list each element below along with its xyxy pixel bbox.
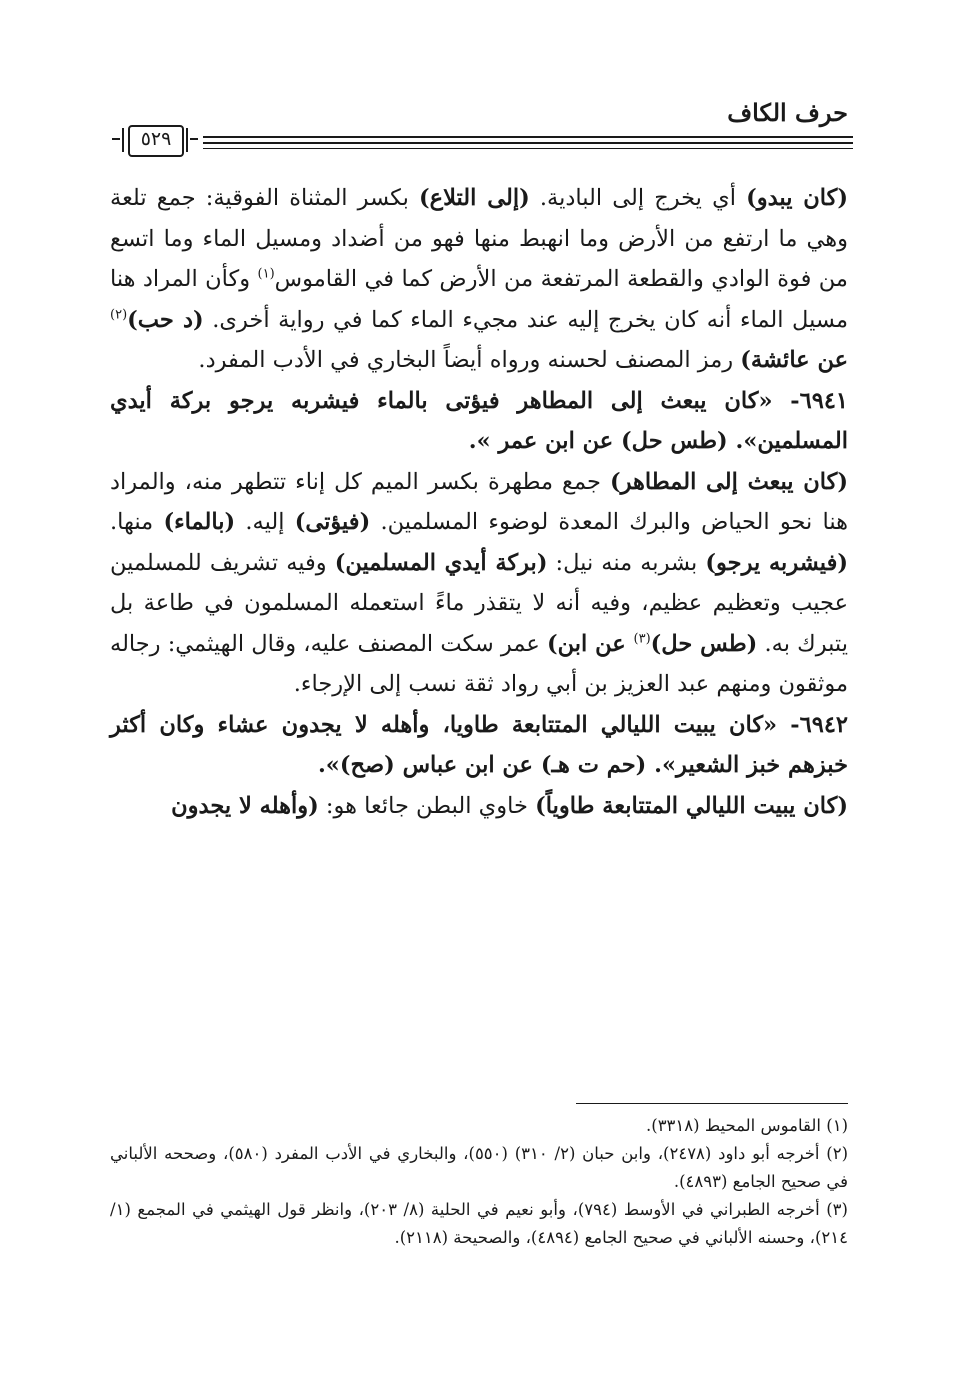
commentary-text: جمع مطهرة بكسر الميم كل إناء تتطهر منه، والمراد هنا نحو الحياض والبرك المعدة لوضوء المسلمين. — [110, 468, 848, 535]
chapter-title: حرف الكاف — [727, 98, 848, 127]
body-text — [110, 178, 848, 826]
footnote-ref: (٣) — [633, 631, 651, 646]
footnote-separator — [576, 1103, 848, 1104]
ornament-bar — [186, 128, 188, 152]
narrator: عن عائشة) — [740, 347, 848, 373]
ornament-dash — [190, 138, 198, 140]
header-rule — [203, 142, 853, 144]
footnote-ref: (٢) — [110, 307, 128, 322]
commentary-text: وكأن المراد هنا مسيل الماء أنه كان يخرج إليه عند مجيء الماء كما في رواية أخرى. — [110, 266, 849, 333]
commentary-paragraph — [110, 462, 848, 705]
commentary-text: خاوي البطن جائعا هو: — [318, 792, 536, 819]
commentary-text: إليه. — [235, 509, 295, 535]
hadith-entry: ٦٩٤١- «كان يبعث إلى المطاهر فيؤتى بالماء فيشربه يرجو بركة أيدي المسلمين». (طس حل) عن ابن عمر ». — [110, 387, 848, 454]
quoted-term: (فيشربه يرجو) — [705, 549, 848, 576]
hadith-entry: ٦٩٤٢- «كان يبيت الليالي المتتابعة طاويا، وأهله لا يجدون عشاء وكان أكثر خبزهم خبز الشعير». (حم ت هـ) عن ابن عباس (صح)». — [110, 711, 848, 778]
footnotes — [110, 1112, 848, 1252]
page-number: ٥٢٩ — [140, 128, 172, 150]
commentary-text: منها. — [110, 509, 164, 535]
quoted-term: (بركة أيدي المسلمين) — [334, 549, 548, 576]
quoted-term: (كان يبيت الليالي المتتابعة طاوياً) — [535, 792, 848, 819]
source-code: (طس حل) — [650, 630, 758, 657]
header-rule — [203, 136, 853, 138]
ornament-dash — [112, 138, 120, 140]
commentary-text: وفيه تشريف للمسلمين عجيب وتعظيم عظيم، وفيه أنه لا يتقذر ماءً استعمله المسلمون في طاعة بل يتبرك به. — [110, 549, 848, 657]
commentary-text: أي يخرج إلى البادية. — [529, 185, 747, 211]
quoted-term: (فيؤتى) — [294, 509, 371, 535]
commentary-text: بكسر المثناة الفوقية: جمع تلعة وهي ما ارتفع من الأرض وما انهبط منها فهو من أضداد ومسيل الماء وما اتسع من فوة الوادي والقطعة المرتفعة من الأرض كما في القاموس — [110, 185, 848, 292]
ornament-bar — [122, 128, 124, 152]
narrator: عن ابن) — [546, 630, 634, 657]
commentary-text: بشربه منه نيل: — [547, 549, 706, 576]
quoted-term: (وأهله لا يجدون — [171, 792, 319, 819]
footnote: (١) القاموس المحيط (٣٣١٨). — [646, 1116, 848, 1135]
quoted-term: (كان يبدو) — [746, 185, 849, 211]
quoted-term: (كان يبعث إلى المطاهر) — [609, 468, 848, 495]
commentary-paragraph — [110, 178, 848, 381]
footnote-ref: (١) — [257, 266, 275, 282]
page-number-border — [128, 125, 184, 157]
page-number-frame — [112, 124, 198, 156]
quoted-term: (بالماء) — [163, 509, 236, 535]
source-code: (د حب) — [127, 306, 204, 333]
footnote: (٣) أخرجه الطبراني في الأوسط (٧٩٤)، وأبو نعيم في الحلية (٨/ ٢٠٣)، وانظر قول الهيثمي في المجمع (١/ ٢١٤)، وحسنه الألباني في صحيح الجامع (٤٨٩٤)، والصحيحة (٢١١٨). — [110, 1200, 848, 1247]
commentary-paragraph — [110, 786, 848, 827]
quoted-term: (إلى التلاع) — [419, 185, 530, 211]
commentary-text: عمر سكت المصنف عليه، وقال الهيثمي: رجاله موثقون ومنهم عبد العزيز بن أبي رواد ثقة نسب إلى الإرجاء. — [110, 630, 848, 697]
commentary-text: رمز المصنف لحسنه ورواه أيضاً البخاري في الأدب المفرد. — [198, 347, 741, 373]
header-rule — [203, 148, 853, 149]
footnote: (٢) أخرجه أبو داود (٢٤٧٨)، وابن حبان (٢/ ٣١٠) (٥٥٠)، والبخاري في الأدب المفرد (٥٨٠)، وصححه الألباني في صحيح الجامع (٤٨٩٣). — [110, 1144, 849, 1191]
